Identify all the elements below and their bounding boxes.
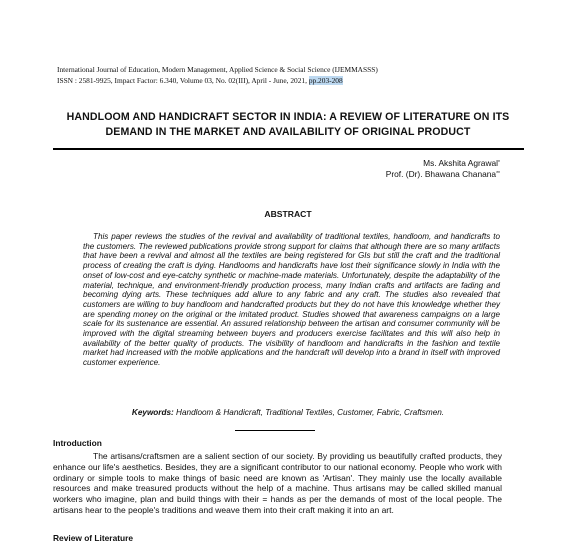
review-heading: Review of Literature (53, 533, 134, 543)
author-1-name: Ms. Akshita Agrawal (423, 158, 499, 168)
abstract-text: This paper reviews the studies of the revival and availability of traditional textiles, handloom, and handicrafts to the customers. The reviewed publications provide strong support for claims that although there are so many artifacts that have been a revival and almost all the textiles are being registered for GIs but still the craft and the traditional process of creating the craft is dying. Handlooms and handicrafts have lost their significance slowly in India with the onset of low-cost and eye-catchy synthetic or machine-made materials. Unfortunately, despite the adaptability of the material, technique, and environment-friendly production process, many Indian crafts and artifacts are fading and becoming dying arts. These techniques add allure to any fabric and any craft. The studies also revealed that customers are willing to buy handloom and handcrafted products but they do not have this knowledge whether they are spending money on the original or the imitated product. Studies showed that awareness campaigns on a large scale for its sustenance are essential. An assured relationship between the artisan and consumer community will be improved with the digital streaming between buyers and producers exercise facilitates and this will also help in availability of the better quality of products. The visibility of handloom and handicrafts in the fashion and textile market had increased with the mobile applications and the handcraft will develop into a brand in itself with improved customer experience. (83, 232, 500, 368)
keywords-label: Keywords: (131, 408, 174, 417)
journal-header (57, 64, 527, 86)
page-range-highlight: pp.203-208 (308, 76, 343, 85)
abstract-heading: ABSTRACT (264, 209, 312, 219)
author-2-name: Prof. (Dr). Bhawana Chanana (385, 169, 497, 179)
introduction-body: The artisans/craftsmen are a salient section of our society. By providing us beautifully crafted products, they enhance our life's aesthetics. Besides, they are a significant contributor to our national economy. People who work with ordinary or simple tools to make things of basic need are known as 'Artisan'. They mainly use the locally available resources and make treasured products without the help of a machine. Thus artisans may be called skilled manual workers who imagine, plan and build things with their = hands as per the demands of most of the local people. The artisans hear to the people's traditions and weave them into their craft making it into an art. (53, 451, 502, 515)
paper-title: HANDLOOM AND HANDICRAFT SECTOR IN INDIA: A REVIEW OF LITERATURE ON ITS DEMAND IN THE MARKET AND AVAILABILITY OF ORIGINAL PRODUCT (66, 111, 510, 138)
journal-issn-info: ISSN : 2581-9925, Impact Factor: 6.340, Volume 03, No. 02(III), April - June, 2021, (57, 76, 309, 85)
author-2 (386, 169, 500, 180)
title-divider (53, 148, 524, 150)
author-2-mark: ** (496, 171, 500, 177)
abstract-body (83, 232, 500, 368)
keywords-text: Handloom & Handicraft, Traditional Textiles, Customer, Fabric, Craftsmen. (173, 408, 445, 417)
author-list (386, 158, 500, 180)
introduction-heading: Introduction (53, 438, 102, 448)
keywords-line (0, 408, 576, 417)
journal-issue-line (57, 75, 527, 86)
author-1 (386, 158, 500, 169)
journal-name: International Journal of Education, Modern Management, Applied Science & Social Science (IJEMMASSS) (57, 65, 378, 74)
author-1-mark: * (498, 160, 500, 166)
keywords-divider (235, 430, 315, 431)
